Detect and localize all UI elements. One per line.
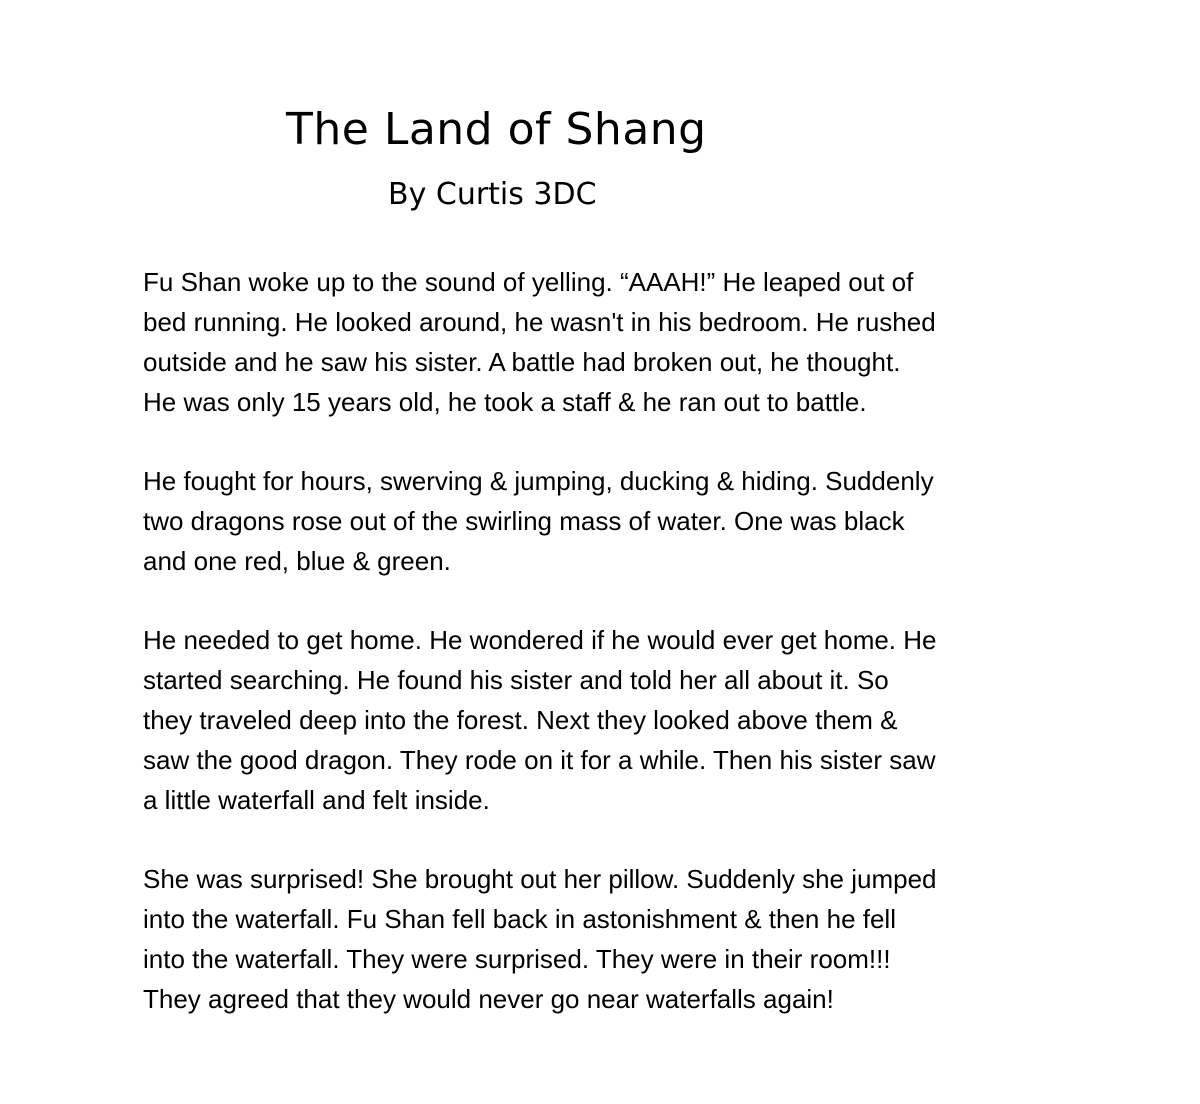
paragraph-line: She was surprised! She brought out her pillow. Suddenly she jumped	[143, 864, 937, 894]
paragraph-line: and one red, blue & green.	[143, 546, 451, 576]
paragraph-line: started searching. He found his sister and told her all about it. So	[143, 665, 889, 695]
paragraph-line: they traveled deep into the forest. Next they looked above them &	[143, 705, 898, 735]
paragraph-line: He was only 15 years old, he took a staff & he ran out to battle.	[143, 387, 867, 417]
paragraph-line: He fought for hours, swerving & jumping, ducking & hiding. Suddenly	[143, 466, 934, 496]
paragraph-1	[143, 262, 1083, 422]
paragraph-line: He needed to get home. He wondered if he would ever get home. He	[143, 625, 937, 655]
paragraph-line: into the waterfall. They were surprised. They were in their room!!!	[143, 944, 891, 974]
paragraph-line: a little waterfall and felt inside.	[143, 785, 490, 815]
paragraph-2	[143, 461, 1083, 581]
paragraph-line: bed running. He looked around, he wasn't in his bedroom. He rushed	[143, 307, 936, 337]
paragraph-line: into the waterfall. Fu Shan fell back in astonishment & then he fell	[143, 904, 896, 934]
paragraph-line: two dragons rose out of the swirling mass of water. One was black	[143, 506, 905, 536]
author-byline: By Curtis 3DC	[388, 177, 597, 212]
paragraph-line: saw the good dragon. They rode on it for a while. Then his sister saw	[143, 745, 936, 775]
paragraph-line: Fu Shan woke up to the sound of yelling. “AAAH!” He leaped out of	[143, 267, 914, 297]
story-title: The Land of Shang	[286, 104, 707, 155]
paragraph-4	[143, 859, 1083, 1019]
paragraph-line: outside and he saw his sister. A battle had broken out, he thought.	[143, 347, 901, 377]
paragraph-3	[143, 620, 1083, 820]
story-body	[143, 262, 1083, 1058]
paragraph-line: They agreed that they would never go near waterfalls again!	[143, 984, 834, 1014]
